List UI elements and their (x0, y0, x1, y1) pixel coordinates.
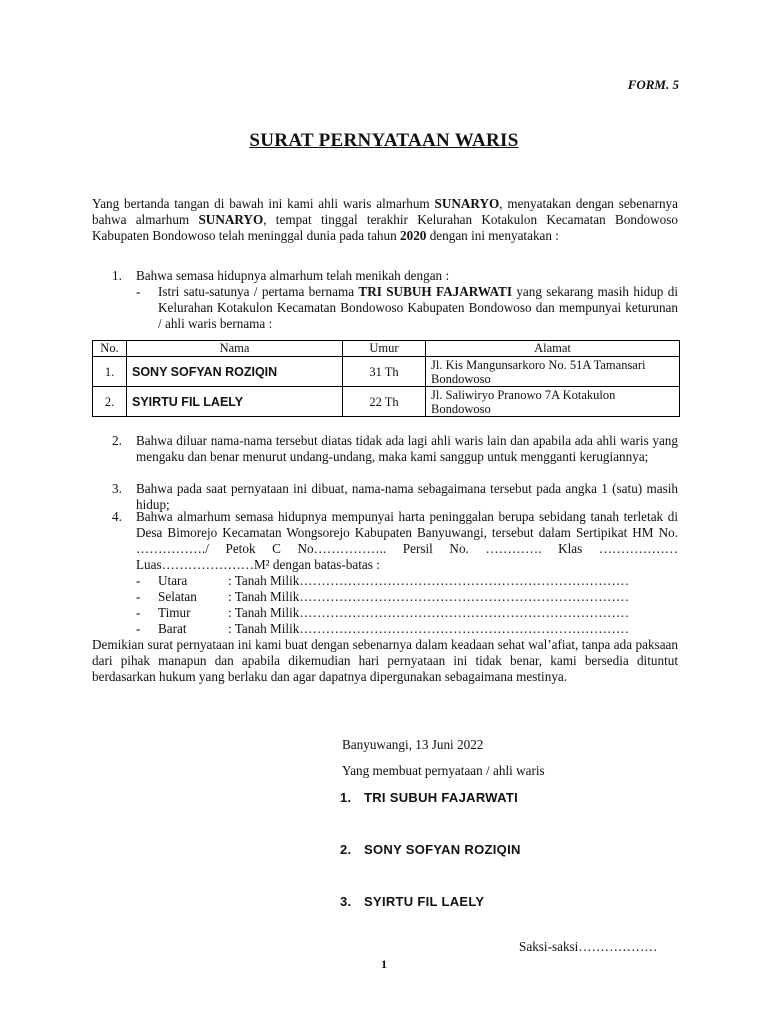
signer-name: SONY SOFYAN ROZIQIN (364, 842, 521, 857)
list-item-1 (92, 268, 678, 332)
table-row (93, 357, 680, 387)
boundary-value: : Tanah Milik………………………………………………………………… (228, 573, 630, 588)
page-number: 1 (381, 957, 387, 971)
dash-bullet: - (136, 605, 141, 620)
row-no: 1. (93, 357, 127, 387)
dash-bullet: - (136, 284, 141, 299)
boundary-label: Selatan (158, 589, 197, 604)
list-item-number: 4. (112, 509, 122, 524)
row-address: Jl. Saliwiryo Pranowo 7A Kotakulon Bondowoso (426, 387, 680, 417)
maker-label: Yang membuat pernyataan / ahli waris (342, 763, 545, 778)
column-header-age: Umur (343, 341, 426, 357)
boundary-value: : Tanah Milik………………………………………………………………… (228, 589, 630, 604)
heirs-table (92, 340, 680, 417)
dash-bullet: - (136, 621, 141, 636)
table-header-row (93, 341, 680, 357)
document-title: SURAT PERNYATAAN WARIS (249, 130, 519, 151)
list-item-text: Bahwa almarhum semasa hidupnya mempunyai harta peninggalan berupa sebidang tanah terletak di Desa Bimorejo Kecamatan Wongsorejo Kabupaten Banyuwangi, tersebut dalam Sertipikat HM No. ……………./ Petok C No…………….. Persil No. …………. Klas ……………… Luas…………………M² dengan batas-batas : (136, 509, 678, 572)
list-item-2 (92, 433, 678, 465)
spouse-statement (136, 284, 678, 332)
dash-bullet: - (136, 573, 141, 588)
signer-1 (340, 790, 518, 805)
boundary-label: Timur (158, 605, 191, 620)
death-year: 2020 (400, 228, 427, 243)
intro-text-3: , tempat tinggal terakhir Kelurahan Kotakulon Kecamatan Bondowoso Kabupaten Bondowoso telah meninggal dunia pada tahun (92, 212, 678, 243)
row-name: SONY SOFYAN ROZIQIN (127, 357, 343, 387)
witness-label: Saksi-saksi……………… (519, 939, 658, 954)
form-label: FORM. 5 (627, 77, 679, 92)
row-name: SYIRTU FIL LAELY (127, 387, 343, 417)
list-item-number: 3. (112, 481, 122, 496)
signer-3 (340, 894, 484, 909)
boundary-east (136, 605, 678, 621)
dash-bullet: - (136, 589, 141, 604)
row-age: 31 Th (343, 357, 426, 387)
column-header-name: Nama (127, 341, 343, 357)
list-item-number: 2. (112, 433, 122, 448)
intro-text-1: Yang bertanda tangan di bawah ini kami ahli waris almarhum (92, 196, 435, 211)
signer-2 (340, 842, 521, 857)
deceased-name-repeat: SUNARYO (198, 212, 264, 227)
boundary-value: : Tanah Milik………………………………………………………………… (228, 621, 630, 636)
column-header-no: No. (93, 341, 127, 357)
signer-number: 1. (340, 790, 352, 805)
spouse-text-2: yang sekarang masih hidup di Kelurahan Kotakulon Kecamatan Bondowoso Kabupaten Bondowoso dan mempunyai keturunan / ahli waris bernama : (158, 284, 679, 331)
signer-number: 3. (340, 894, 352, 909)
list-item-4 (92, 509, 678, 637)
list-item-text: Bahwa pada saat pernyataan ini dibuat, nama-nama sebagaimana tersebut pada angka 1 (satu) masih hidup; (136, 481, 678, 512)
deceased-name: SUNARYO (434, 196, 500, 211)
boundary-south (136, 589, 678, 605)
row-no: 2. (93, 387, 127, 417)
closing-paragraph: Demikian surat pernyataan ini kami buat dengan sebenarnya dalam keadaan sehat wal’afiat, tanpa ada paksaan dari pihak manapun dan apabila dikemudian hari pernyataan ini tidak benar, kami bersedia dituntut berdasarkan hukum yang berlaku dan agar dapatnya dipergunakan sebagaimana mestinya. (92, 637, 678, 684)
row-address: Jl. Kis Mangunsarkoro No. 51A Tamansari Bondowoso (426, 357, 680, 387)
list-item-text: Bahwa diluar nama-nama tersebut diatas tidak ada lagi ahli waris lain dan apabila ada ahli waris yang mengaku dan benar menurut undang-undang, maka kami sanggup untuk mengganti kerugiannya; (136, 433, 678, 464)
column-header-address: Alamat (426, 341, 680, 357)
boundary-west (136, 621, 678, 637)
intro-text-4: dengan ini menyatakan : (426, 228, 559, 243)
list-item-number: 1. (112, 268, 122, 283)
intro-paragraph (92, 196, 678, 244)
place-date: Banyuwangi, 13 Juni 2022 (342, 737, 484, 752)
spouse-name: TRI SUBUH FAJARWATI (358, 284, 512, 299)
table-row (93, 387, 680, 417)
boundary-label: Utara (158, 573, 188, 588)
list-item-text: Bahwa semasa hidupnya almarhum telah menikah dengan : (136, 268, 450, 283)
intro-text-2: , menyatakan dengan sebenarnya bahwa almarhum (92, 196, 679, 227)
boundary-value: : Tanah Milik………………………………………………………………… (228, 605, 630, 620)
spouse-text-1: Istri satu-satunya / pertama bernama (158, 284, 359, 299)
signer-name: TRI SUBUH FAJARWATI (364, 790, 519, 805)
boundary-north (136, 573, 678, 589)
row-age: 22 Th (343, 387, 426, 417)
boundary-label: Barat (158, 621, 187, 636)
signer-number: 2. (340, 842, 352, 857)
signer-name: SYIRTU FIL LAELY (364, 894, 485, 909)
